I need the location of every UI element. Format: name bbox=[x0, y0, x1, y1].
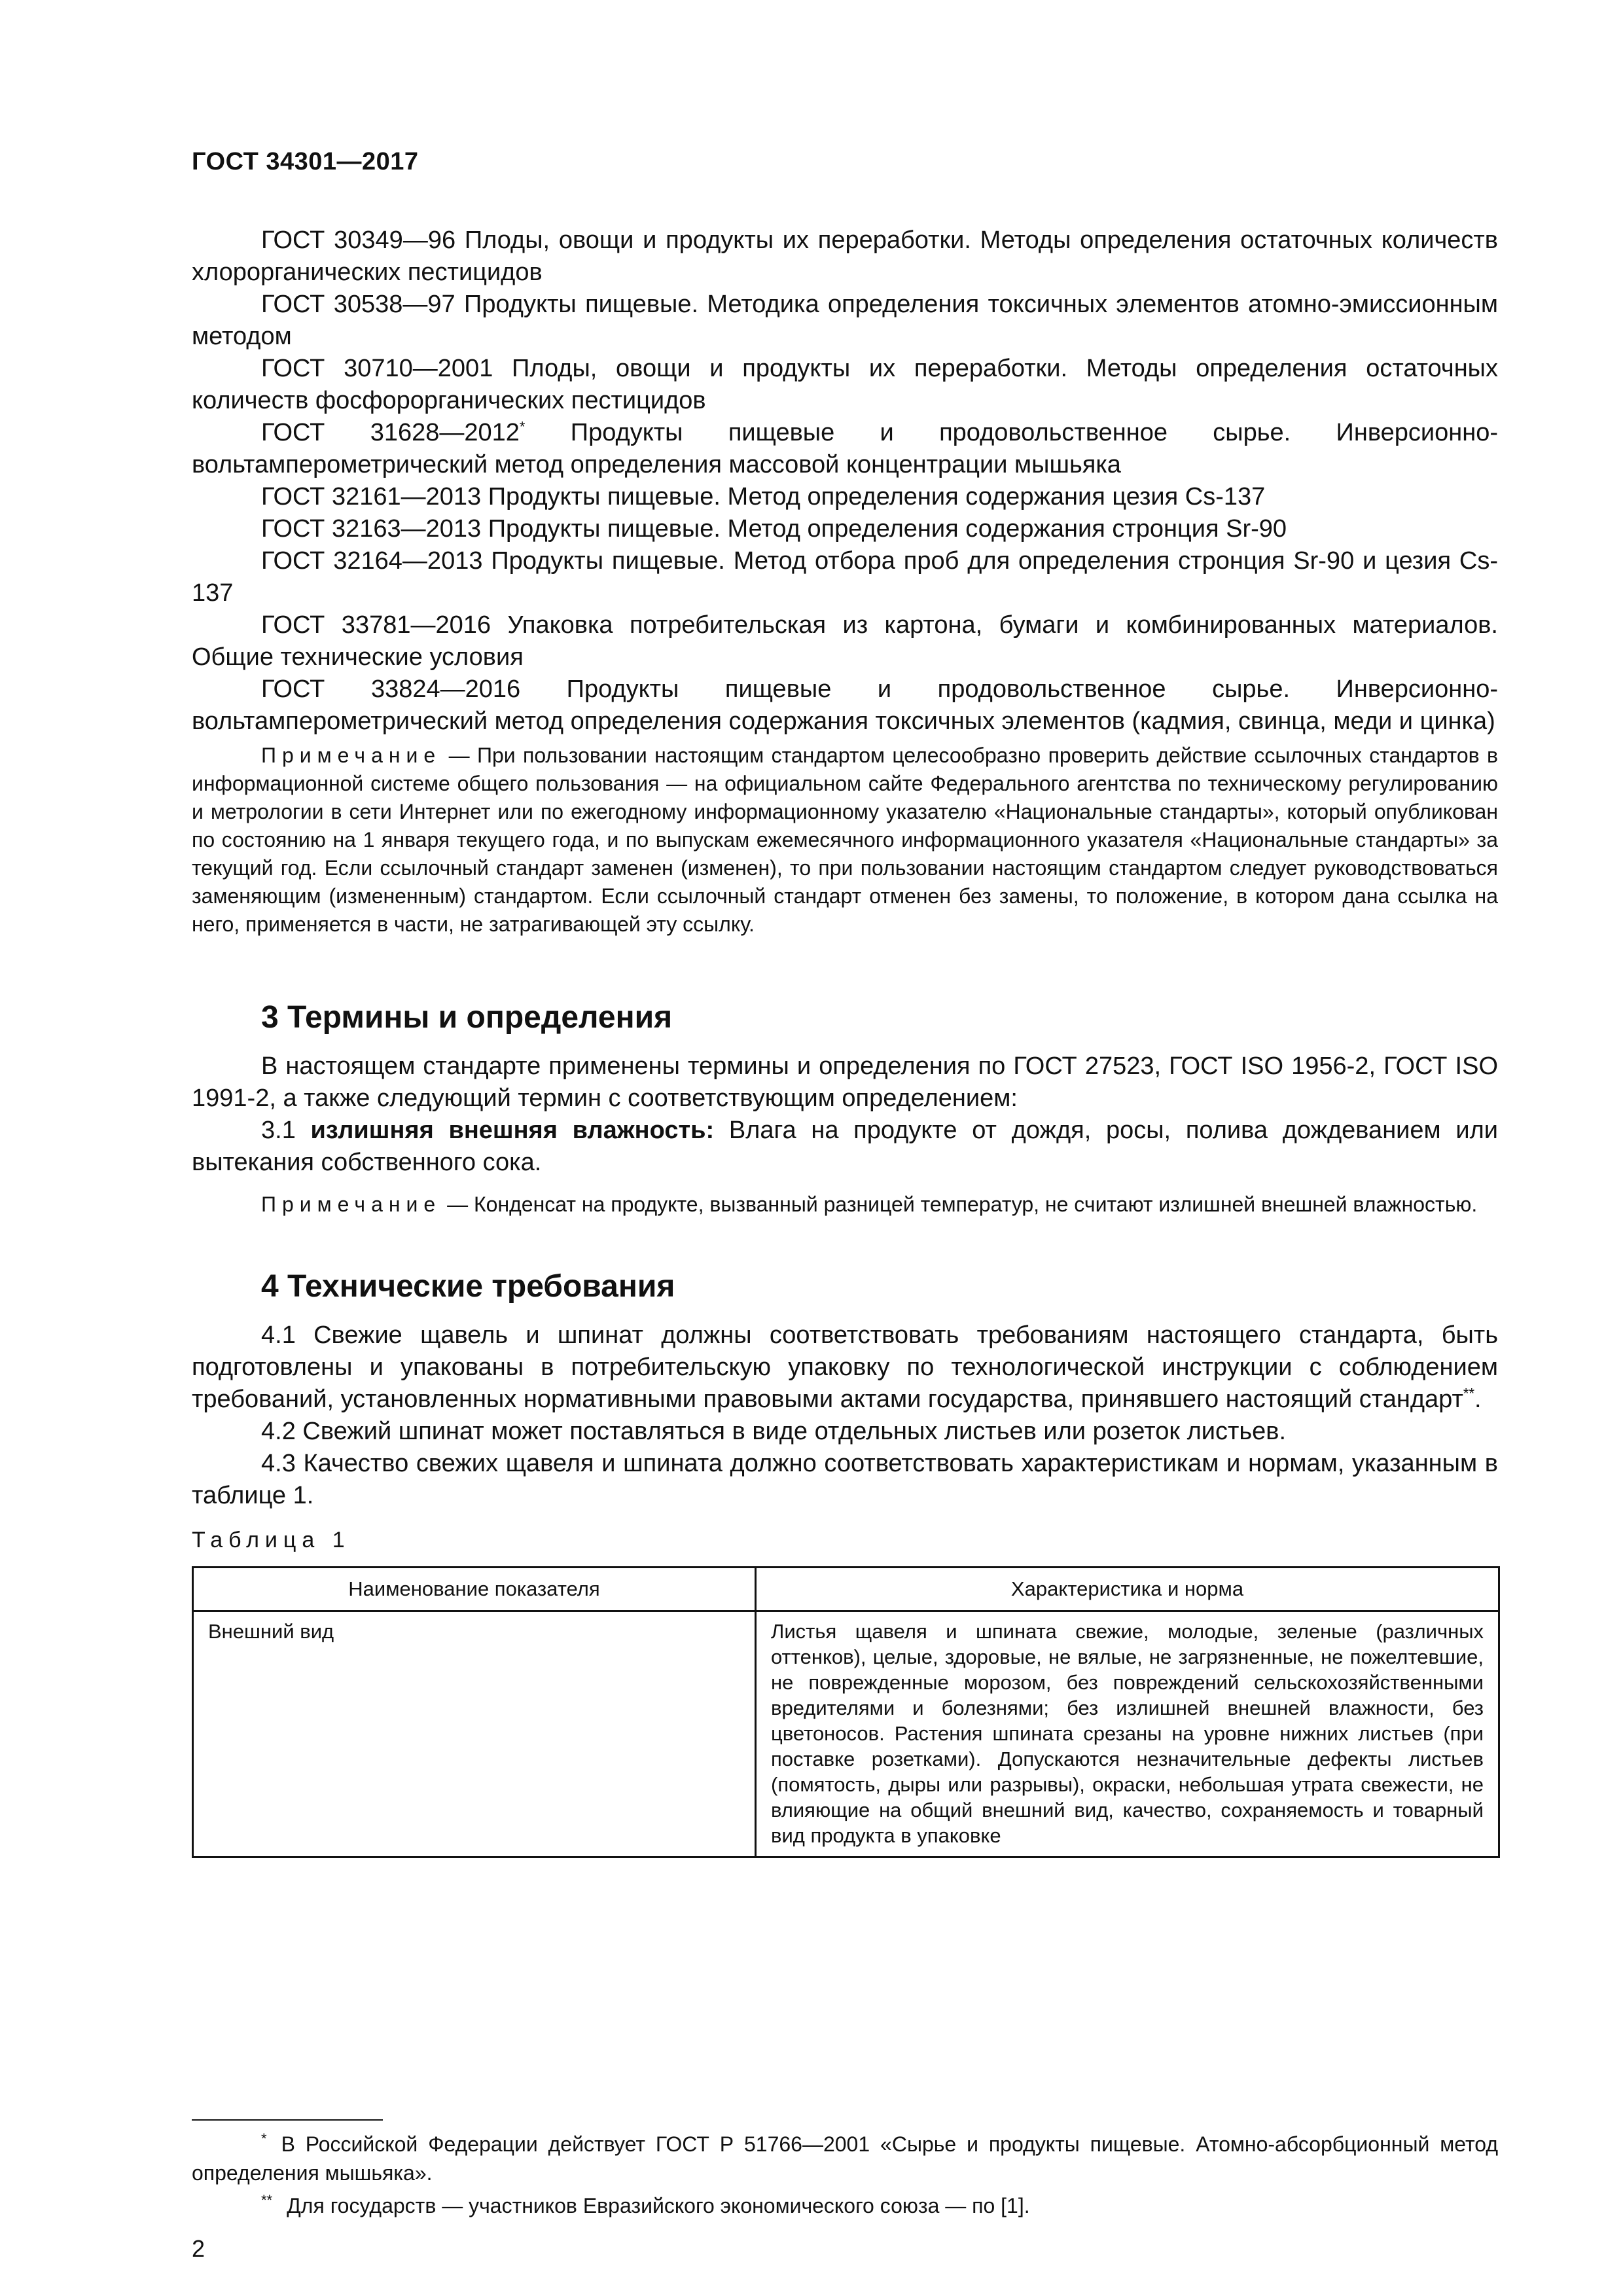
section-requirements bbox=[192, 1267, 1498, 1858]
normative-references bbox=[192, 224, 1498, 939]
footnote-text: Для государств — участников Евразийского экономического союза — по [1]. bbox=[287, 2194, 1030, 2217]
note-text: — При пользовании настоящим стандартом целесообразно проверить действие ссылочных стандартов в информационной системе общего пользования — на официальном сайте Федерального агентства по техническому регулированию и метрологии в сети Интернет или по ежегодному информационному указателю «Национальные стандарты», который опубликован по состоянию на 1 января текущего года, и по выпускам ежемесячного информационного указателя «Национальные стандарты» за текущий год. Если ссылочный стандарт заменен (изменен), то при пользовании настоящим стандартом следует руководствоваться заменяющим (измененным) стандартом. Если ссылочный стандарт отменен без замены, то положение, в котором дана ссылка на него, применяется в части, не затрагивающей эту ссылку. bbox=[192, 744, 1498, 936]
clause-text: 4.1 Свежие щавель и шпинат должны соответствовать требованиям настоящего стандарта, быть подготовлены и упакованы в потребительскую упаковку по технологической инструкции с соблюдением требований, установленных нормативными правовыми актами государства, принявшего настоящий стандарт bbox=[192, 1321, 1498, 1413]
table-header-row bbox=[193, 1568, 1499, 1611]
footnote-marker: * bbox=[261, 2130, 267, 2147]
reference-item: ГОСТ 33781—2016 Упаковка потребительская из картона, бумаги и комбинированных материалов. Общие технические условия bbox=[192, 611, 1498, 671]
table-caption: Таблица 1 bbox=[192, 1528, 351, 1552]
reference-item: ГОСТ 30710—2001 Плоды, овощи и продукты их переработки. Методы определения остаточных количеств фосфорорганических пестицидов bbox=[192, 355, 1498, 414]
reference-title: Продукты пищевые и продовольственное сырье. Инверсионно-вольтамперометрический метод определения массовой концентрации мышьяка bbox=[192, 419, 1498, 478]
note-label: Примечание bbox=[261, 1193, 442, 1216]
table-row bbox=[193, 1611, 1499, 1857]
requirements-table bbox=[192, 1566, 1500, 1858]
reference-item: ГОСТ 30538—97 Продукты пищевые. Методика определения токсичных элементов атомно-эмиссионным методом bbox=[192, 291, 1498, 350]
note-label: Примечание bbox=[261, 744, 442, 767]
footnote-marker: * bbox=[519, 418, 526, 435]
section-intro: В настоящем стандарте применены термины и определения по ГОСТ 27523, ГОСТ ISO 1956-2, ГОСТ ISO 1991-2, а также следующий термин с соответствующим определением: bbox=[192, 1052, 1498, 1112]
clause-4-1 bbox=[192, 1319, 1498, 1416]
term-number: 3.1 bbox=[261, 1117, 311, 1144]
term-text: Влага на продукте от дождя, росы, полива дождеванием или вытекания собственного сока. bbox=[192, 1117, 1499, 1176]
term-name: излишняя внешняя влажность: bbox=[310, 1117, 715, 1144]
indicator-name-cell: Внешний вид bbox=[193, 1611, 756, 1857]
section-terms bbox=[192, 998, 1498, 1219]
note-text: — Конденсат на продукте, вызванный разницей температур, не считают излишней внешней влажностью. bbox=[441, 1193, 1478, 1216]
clause-end: . bbox=[1474, 1386, 1482, 1413]
clause-4-2: 4.2 Свежий шпинат может поставляться в виде отдельных листьев или розеток листьев. bbox=[261, 1418, 1287, 1445]
reference-code: ГОСТ 31628—2012 bbox=[261, 419, 520, 446]
section-title: 4 Технические требования bbox=[261, 1269, 675, 1304]
references-note bbox=[192, 742, 1498, 939]
footnote-item bbox=[192, 2130, 1498, 2187]
indicator-value-cell: Листья щавеля и шпината свежие, молодые, зеленые (различных оттенков), целые, здоровые, не вялые, не загрязненные, не пожелтевшие, не поврежденные морозом, без повреждений сельскохозяйственными вредителями и болезнями; без излишней внешней влажности, без цветоносов. Растения шпината срезаны на уровне нижних листьев (при поставке розетками). Допускаются незначительные дефекты листьев (помятость, дыры или разрывы), окраски, небольшая утрата свежести, не влияющие на общий внешний вид, качество, сохраняемость и товарный вид продукта в упаковке bbox=[756, 1611, 1499, 1857]
reference-item: ГОСТ 32164—2013 Продукты пищевые. Метод отбора проб для определения стронция Sr-90 и цезия Cs-137 bbox=[192, 547, 1499, 607]
footnote-item bbox=[192, 2191, 1498, 2220]
table-header-cell: Характеристика и норма bbox=[756, 1568, 1499, 1611]
table-header-cell: Наименование показателя bbox=[193, 1568, 756, 1611]
footnotes bbox=[192, 2119, 1498, 2220]
term-note bbox=[192, 1191, 1498, 1219]
reference-item: ГОСТ 32163—2013 Продукты пищевые. Метод определения содержания стронция Sr-90 bbox=[261, 515, 1287, 543]
footnote-marker: ** bbox=[1463, 1385, 1475, 1402]
footnote-divider bbox=[192, 2119, 383, 2121]
clause-4-3: 4.3 Качество свежих щавеля и шпината должно соответствовать характеристикам и нормам, указанным в таблице 1. bbox=[192, 1450, 1498, 1509]
reference-item: ГОСТ 32161—2013 Продукты пищевые. Метод определения содержания цезия Cs-137 bbox=[261, 483, 1266, 511]
document-header: ГОСТ 34301—2017 bbox=[192, 148, 419, 175]
page-number: 2 bbox=[192, 2235, 205, 2262]
term-definition bbox=[192, 1115, 1498, 1179]
footnote-marker: ** bbox=[261, 2192, 273, 2209]
reference-item: ГОСТ 30349—96 Плоды, овощи и продукты их переработки. Методы определения остаточных количеств хлорорганических пестицидов bbox=[192, 226, 1498, 286]
reference-item: ГОСТ 33824—2016 Продукты пищевые и продовольственное сырье. Инверсионно-вольтамперометрический метод определения содержания токсичных элементов (кадмия, свинца, меди и цинка) bbox=[192, 675, 1498, 735]
footnote-text: В Российской Федерации действует ГОСТ Р 51766—2001 «Сырье и продукты пищевые. Атомно-абсорбционный метод определения мышьяка». bbox=[192, 2132, 1498, 2185]
section-title: 3 Термины и определения bbox=[261, 1000, 673, 1035]
reference-item bbox=[192, 417, 1498, 481]
